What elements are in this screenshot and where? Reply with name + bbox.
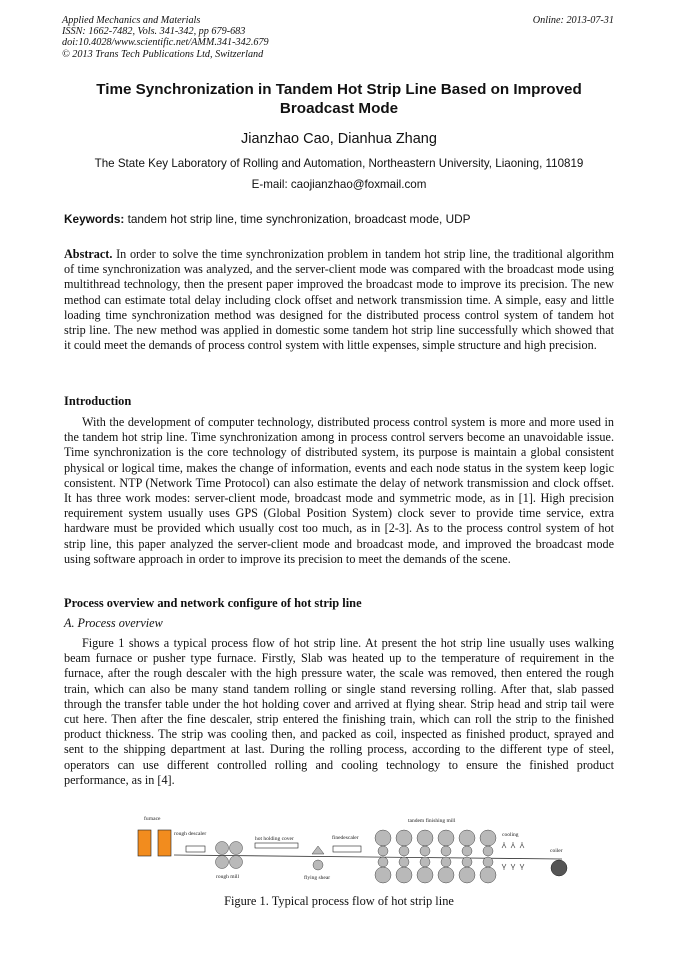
cooling-spray: [520, 864, 524, 870]
furnace-block-2: [158, 830, 171, 856]
journal-name: Applied Mechanics and Materials: [62, 15, 201, 26]
finishing-roll: [438, 867, 454, 883]
fine-descaler-label: finedescaler: [332, 835, 359, 841]
finishing-roll: [420, 857, 430, 867]
cooling-label: cooling: [502, 832, 519, 838]
rough-descaler-box: [186, 846, 205, 852]
coiler-drum: [551, 860, 567, 876]
finishing-roll: [480, 830, 496, 846]
finishing-roll: [441, 846, 451, 856]
rough-mill-roll: [216, 856, 229, 869]
journal-copyright: © 2013 Trans Tech Publications Ltd, Switzerland: [62, 48, 264, 60]
abstract-paragraph: [64, 247, 614, 353]
abstract-label: Abstract.: [64, 247, 113, 261]
cooling-spray: [502, 842, 506, 848]
abstract-text: In order to solve the time synchronization problem in tandem hot strip line, the traditional algorithm of time synchronization was analyzed, and the server-client mode was compared with the broadcast mode using multithread technology, then the present paper improved the broadcast mode to improve its precision. The new method can estimate total delay including clock offset and network transmission time. A simple, easy and little loading time synchronization method was designed for the distributed process control system of tandem hot strip line. The new method was applied in domestic some tandem hot strip line successfully which showed that it could meet the demands of process control system with little expenses, simple structure and high precision.: [64, 247, 614, 353]
keywords-text: tandem hot strip line, time synchronization, broadcast mode, UDP: [127, 212, 471, 226]
finishing-roll: [396, 867, 412, 883]
furnace-label: furnace: [144, 816, 161, 822]
finishing-roll: [480, 867, 496, 883]
furnace-block-1: [138, 830, 151, 856]
finishing-mill-stands: [375, 830, 496, 883]
rough-mill-roll: [216, 842, 229, 855]
finishing-roll: [399, 857, 409, 867]
flying-shear-top: [312, 846, 324, 854]
cooling-spray: [502, 864, 506, 870]
flying-shear-drum: [313, 860, 323, 870]
finishing-roll: [420, 846, 430, 856]
finishing-roll: [399, 846, 409, 856]
finishing-roll: [459, 867, 475, 883]
rough-mill-roll: [230, 842, 243, 855]
figure-caption: Figure 1. Typical process flow of hot strip line: [224, 894, 454, 908]
finishing-roll: [462, 857, 472, 867]
finishing-roll: [483, 857, 493, 867]
rough-descaler-label: rough descaler: [174, 831, 207, 837]
cooling-spray: [511, 864, 515, 870]
journal-doi: doi:10.4028/www.scientific.net/AMM.341-342.679: [62, 37, 269, 49]
process-paragraph: Figure 1 shows a typical process flow of hot strip line. At present the hot strip line usually uses walking beam furnace or pusher type furnace. Firstly, Slab was heated up to the temperature of requirement in the furnace, after the rough descaler with the high pressure water, the scale was removed, then entered the rough train, which can also be many stand tandem rolling or single stand reversing rolling. After that, slab passed through the transfer table under the hot holding cover and arrived at flying shear. Strip head and strip tail were cut here. Then after the fine descaler, strip entered the finishing train, which can roll the strip to the finished product thickness. The strip was cooling then, and packed as coil, inspected as finished product, sprayed and sent to the shipping department at last. During the rolling process, according to the different type of steel, operators can use different controlled rolling and cooling technology to ensure the finished product performance, as in [4].: [64, 636, 614, 787]
process-subheading: A. Process overview: [64, 616, 163, 630]
holding-cover-label: hot holding cover: [255, 836, 294, 842]
finishing-roll: [417, 830, 433, 846]
process-flow-diagram: [130, 808, 580, 890]
journal-issn: ISSN: 1662-7482, Vols. 341-342, pp 679-683: [62, 26, 246, 38]
finishing-roll: [375, 867, 391, 883]
finishing-roll: [483, 846, 493, 856]
paper-title: Time Synchronization in Tandem Hot Strip Line Based on Improved Broadcast Mode: [96, 81, 582, 117]
holding-cover-box: [255, 843, 298, 848]
finishing-roll: [375, 830, 391, 846]
flying-shear-label: flying shear: [304, 875, 331, 881]
online-date: Online: 2013-07-31: [532, 15, 614, 26]
finishing-roll: [462, 846, 472, 856]
keywords-label: Keywords:: [64, 212, 125, 226]
introduction-paragraph: With the development of computer technology, distributed process control system is more and more used in the tandem hot strip line. Time synchronization among in process control servers become an unavoidable issue. Time synchronization is the core technology of distributed system, its purpose is maintain a global consistent physical or logical time, makes the change of information, events and each node status in the system keep logic consistent. NTP (Network Time Protocol) can also estimate the delay of network transmission and clock offset. It has three work modes: server-client mode, broadcast mode and symmetric mode, as in [1]. High precision requirement system usually uses GPS (Global Position System) clock sever to provide time service, extra hardware must be provided which usually cost too much, as in [2-3]. As to the process control system of hot strip line, this paper analyzed the server-client mode and broadcast mode, and improved the broadcast mode using software approach in order to improve its precision to meet the demands of the scene.: [64, 415, 614, 566]
finishing-roll: [441, 857, 451, 867]
fine-descaler-box: [333, 846, 361, 852]
finishing-roll: [438, 830, 454, 846]
finishing-mill-label: tandem finishing mill: [408, 818, 456, 824]
paper-affiliation: The State Key Laboratory of Rolling and Automation, Northeastern University, Liaoning, 110819: [94, 157, 584, 170]
paper-authors: Jianzhao Cao, Dianhua Zhang: [241, 131, 437, 147]
paper-email: E-mail: caojianzhao@foxmail.com: [251, 178, 427, 191]
process-heading: Process overview and network configure of hot strip line: [64, 596, 362, 610]
finishing-roll: [417, 867, 433, 883]
cooling-spray: [520, 842, 524, 848]
rough-mill-roll: [230, 856, 243, 869]
journal-header: [62, 15, 269, 60]
cooling-spray: [511, 842, 515, 848]
finishing-roll: [378, 846, 388, 856]
finishing-roll: [459, 830, 475, 846]
cooling-sprays: [502, 842, 524, 870]
introduction-heading: Introduction: [64, 394, 132, 408]
finishing-roll: [378, 857, 388, 867]
keywords-line: [64, 212, 624, 226]
process-flow-figure: [130, 808, 580, 890]
coiler-label: coiler: [550, 848, 563, 854]
rough-mill-label: rough mill: [216, 874, 240, 880]
finishing-roll: [396, 830, 412, 846]
